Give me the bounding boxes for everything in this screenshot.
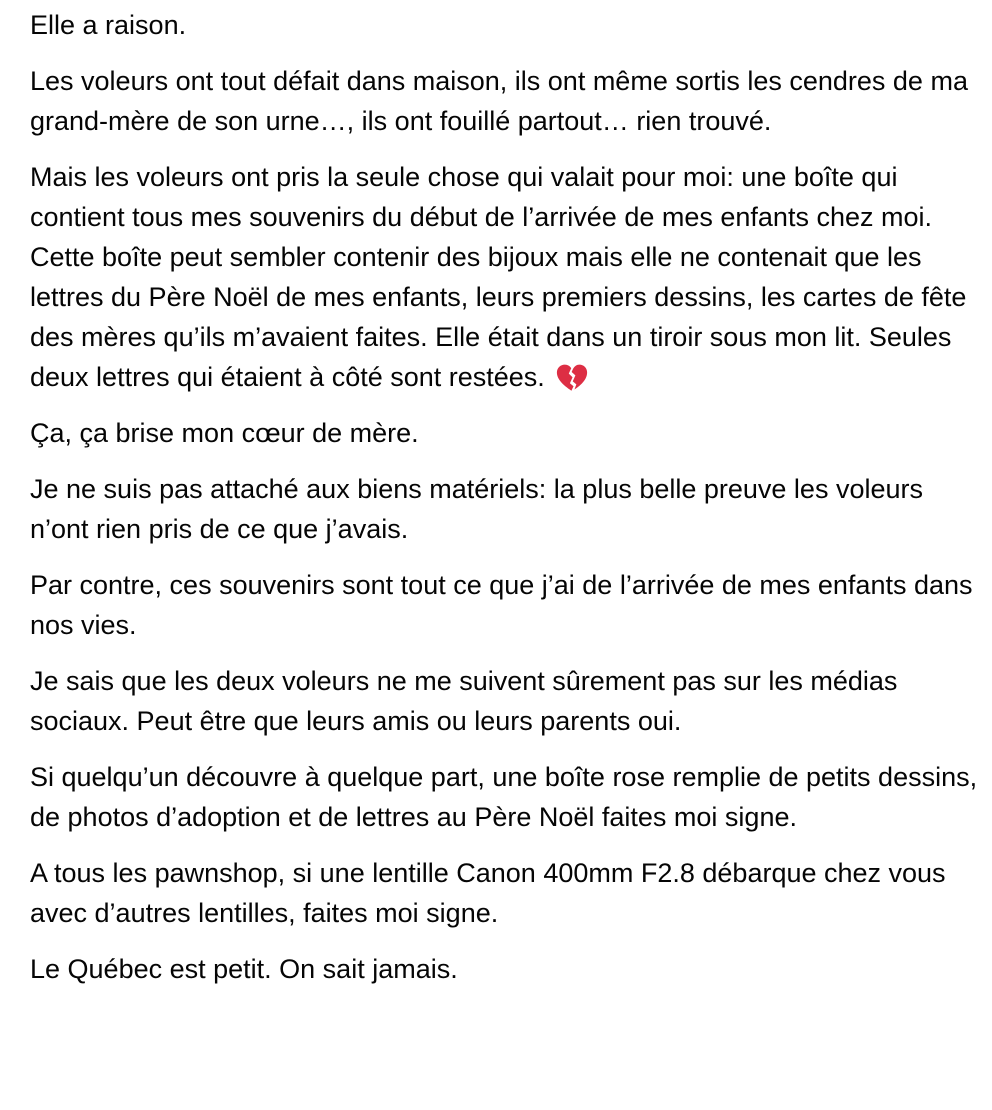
paragraph-2: Les voleurs ont tout défait dans maison, ils ont même sortis les cendres de ma grand-mère de son urne…, ils ont fouillé partout… rien trouvé. bbox=[30, 66, 968, 136]
paragraph-10: Le Québec est petit. On sait jamais. bbox=[30, 954, 458, 984]
paragraph-3-text: Mais les voleurs ont pris la seule chose qui valait pour moi: une boîte qui contient tous mes souvenirs du début de l’arrivée de mes enfants chez moi. Cette boîte peut sembler contenir des bijoux mais elle ne contenait que les lettres du Père Noël de mes enfants, leurs premiers dessins, les cartes de fête des mères qu’ils m’avaient faites. Elle était dans un tiroir sous mon lit. Seules deux lettres qui étaient à côté sont restées. bbox=[30, 162, 967, 392]
paragraph-8: Si quelqu’un découvre à quelque part, une boîte rose remplie de petits dessins, de photos d’adoption et de lettres au Père Noël faites moi signe. bbox=[30, 762, 978, 832]
broken-heart-icon bbox=[555, 361, 589, 395]
paragraph-1: Elle a raison. bbox=[30, 10, 187, 40]
paragraph-9: A tous les pawnshop, si une lentille Canon 400mm F2.8 débarque chez vous avec d’autres lentilles, faites moi signe. bbox=[30, 858, 946, 928]
paragraph-3 bbox=[30, 157, 980, 397]
paragraph-5: Je ne suis pas attaché aux biens matériels: la plus belle preuve les voleurs n’ont rien pris de ce que j’avais. bbox=[30, 474, 923, 544]
post-body bbox=[30, 5, 980, 1005]
paragraph-6: Par contre, ces souvenirs sont tout ce que j’ai de l’arrivée de mes enfants dans nos vies. bbox=[30, 570, 973, 640]
paragraph-7: Je sais que les deux voleurs ne me suivent sûrement pas sur les médias sociaux. Peut être que leurs amis ou leurs parents oui. bbox=[30, 666, 898, 736]
paragraph-4: Ça, ça brise mon cœur de mère. bbox=[30, 418, 419, 448]
